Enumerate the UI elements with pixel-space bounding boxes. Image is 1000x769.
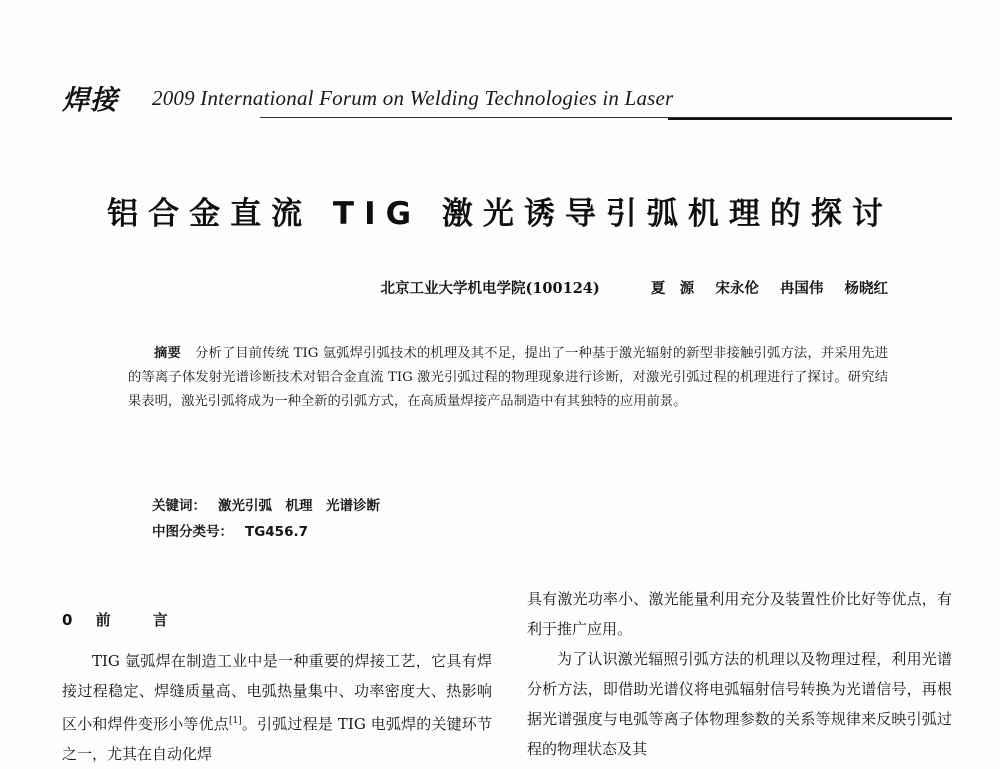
classification-number: [152, 520, 308, 540]
body-text: TIG 氩弧焊在制造工业中是一种重要的焊接工艺，它具有焊接过程稳定、焊缝质量高、电弧热量集中、功率密度大、热影响区小和焊件变形小等优点: [62, 652, 492, 733]
right-column: [527, 584, 952, 764]
clc-label: 中图分类号：: [152, 524, 233, 540]
section-heading: [62, 609, 168, 630]
abstract-label: 摘要: [154, 346, 181, 361]
abstract: [128, 342, 888, 414]
author-line: [380, 277, 888, 298]
header-rule-thick: [668, 118, 952, 120]
keywords: [152, 494, 380, 514]
citation-ref[interactable]: [1]: [228, 716, 242, 726]
section-title-part1: 前: [95, 611, 111, 629]
author-name: 杨晓红: [844, 280, 888, 297]
section-number: 0: [62, 611, 73, 629]
author-name: 夏 源: [650, 280, 695, 297]
author-name: 冉国伟: [779, 280, 824, 297]
forum-title: 2009 International Forum on Welding Technologies in Laser: [152, 86, 674, 110]
paper-title: 铝合金直流 TIG 激光诱导引弧机理的探讨: [107, 196, 893, 232]
body-paragraph: 具有激光功率小、激光能量利用充分及装置性价比好等优点，有利于推广应用。: [527, 590, 952, 638]
abstract-text: 分析了目前传统 TIG 氩弧焊引弧技术的机理及其不足，提出了一种基于激光辐射的新型非接触引弧方法，并采用先进的等离子体发射光谱诊断技术对铝合金直流 TIG 激光引弧过程的物理现象进行诊断，对激光引弧过程的机理进行了探讨。研究结果表明，激光引弧将成为一种全新的引弧方式，在高质量焊接产品制造中有其独特的应用前景。: [128, 346, 889, 409]
author-name: 宋永伦: [715, 280, 759, 297]
left-column-paragraph: [62, 646, 492, 769]
section-title-part2: 言: [152, 611, 168, 629]
body-text: 。引弧过程是 TIG 电弧焊的关键环节之一，尤其在自动化焊: [62, 715, 492, 763]
body-paragraph: 为了认识激光辐照引弧方法的机理以及物理过程，利用光谱分析方法，即借助光谱仪将电弧辐射信号转换为光谱信号，再根据光谱强度与电弧等离子体物理参数的关系等规律来反映引弧过程的物理状态及其: [527, 650, 952, 758]
affiliation: 北京工业大学机电学院(100124): [380, 280, 600, 297]
keywords-label: 关键词：: [152, 498, 206, 514]
journal-logo: 焊接: [62, 85, 118, 116]
clc-value: TG456.7: [245, 524, 308, 540]
keywords-value: 激光引弧 机理 光谱诊断: [218, 498, 380, 514]
